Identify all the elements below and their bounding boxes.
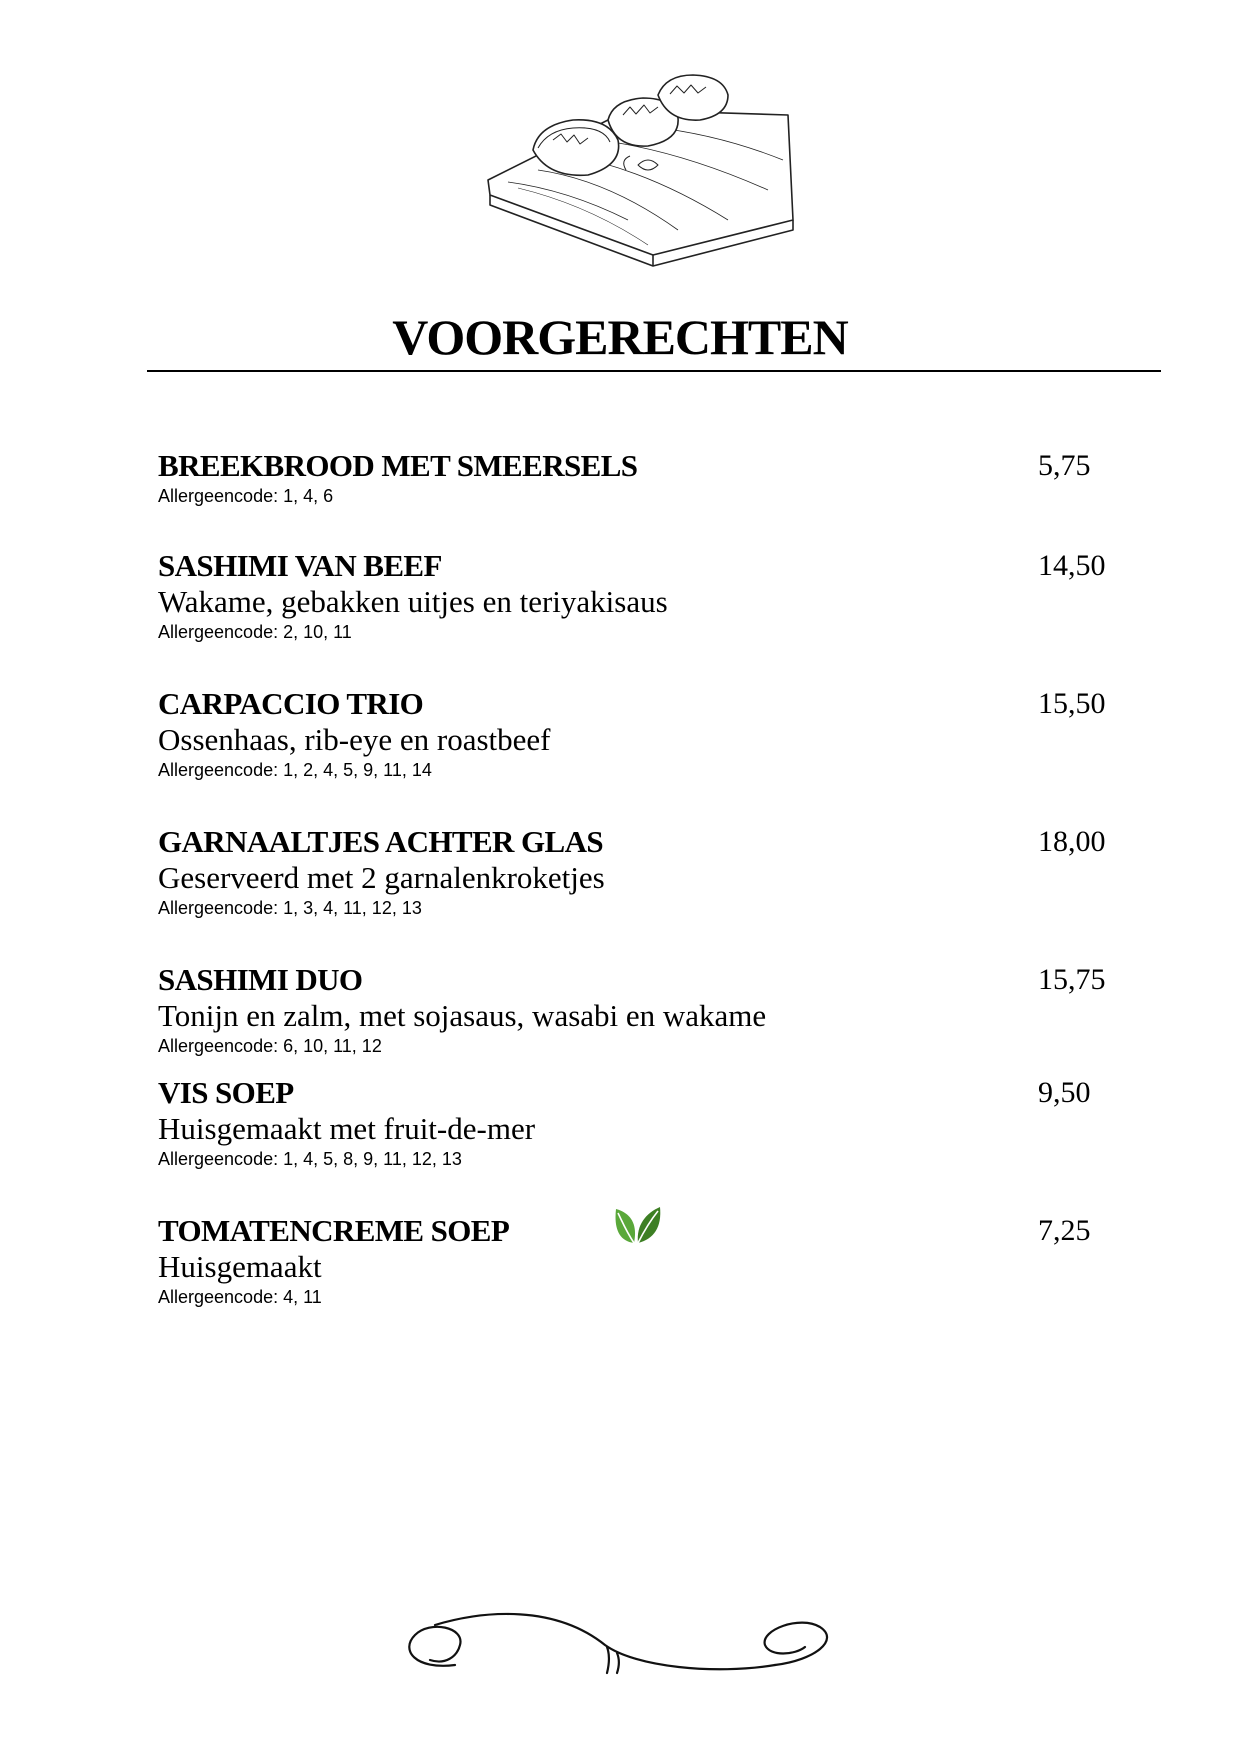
menu-item (158, 686, 1118, 782)
menu-item-allergens: Allergeencode: 1, 2, 4, 5, 9, 11, 14 (158, 760, 432, 780)
menu-item-price: 15,50 (1038, 687, 1106, 720)
menu-item (158, 824, 1118, 920)
menu-item (158, 962, 1118, 1058)
menu-item (158, 548, 1118, 644)
page-title: VOORGERECHTEN (392, 309, 848, 365)
menu-item (158, 1075, 1118, 1171)
menu-item-price: 7,25 (1038, 1214, 1091, 1247)
menu-item-allergens: Allergeencode: 6, 10, 11, 12 (158, 1036, 382, 1056)
menu-item (158, 1213, 1118, 1309)
vegetarian-leaf-icon (612, 1203, 662, 1247)
menu-item-description: Huisgemaakt (158, 1249, 322, 1284)
menu-item (158, 448, 1118, 508)
menu-item-price: 5,75 (1038, 449, 1091, 482)
menu-item-price: 18,00 (1038, 825, 1106, 858)
menu-item-description: Geserveerd met 2 garnalenkroketjes (158, 860, 605, 895)
menu-item-allergens: Allergeencode: 1, 3, 4, 11, 12, 13 (158, 898, 422, 918)
menu-item-name: TOMATENCREME SOEP (158, 1213, 510, 1248)
menu-item-name: GARNAALTJES ACHTER GLAS (158, 824, 604, 859)
menu-item-allergens: Allergeencode: 2, 10, 11 (158, 622, 352, 642)
menu-item-price: 15,75 (1038, 963, 1106, 996)
menu-item-allergens: Allergeencode: 1, 4, 6 (158, 486, 334, 506)
menu-item-price: 14,50 (1038, 549, 1106, 582)
flourish-ornament (395, 1605, 845, 1685)
menu-item-name: BREEKBROOD MET SMEERSELS (158, 448, 638, 483)
menu-item-description: Wakame, gebakken uitjes en teriyakisaus (158, 584, 668, 619)
menu-item-description: Huisgemaakt met fruit-de-mer (158, 1111, 536, 1146)
menu-item-price: 9,50 (1038, 1076, 1091, 1109)
title-divider (147, 370, 1161, 372)
menu-item-name: SASHIMI DUO (158, 962, 363, 997)
menu-item-description: Ossenhaas, rib-eye en roastbeef (158, 722, 551, 757)
menu-item-allergens: Allergeencode: 1, 4, 5, 8, 9, 11, 12, 13 (158, 1149, 462, 1169)
menu-item-name: CARPACCIO TRIO (158, 686, 424, 721)
menu-item-description: Tonijn en zalm, met sojasaus, wasabi en wakame (158, 998, 767, 1033)
menu-item-allergens: Allergeencode: 4, 11 (158, 1287, 322, 1307)
menu-item-name: SASHIMI VAN BEEF (158, 548, 442, 583)
menu-item-name: VIS SOEP (158, 1075, 294, 1110)
bruschetta-board-illustration (478, 70, 798, 270)
